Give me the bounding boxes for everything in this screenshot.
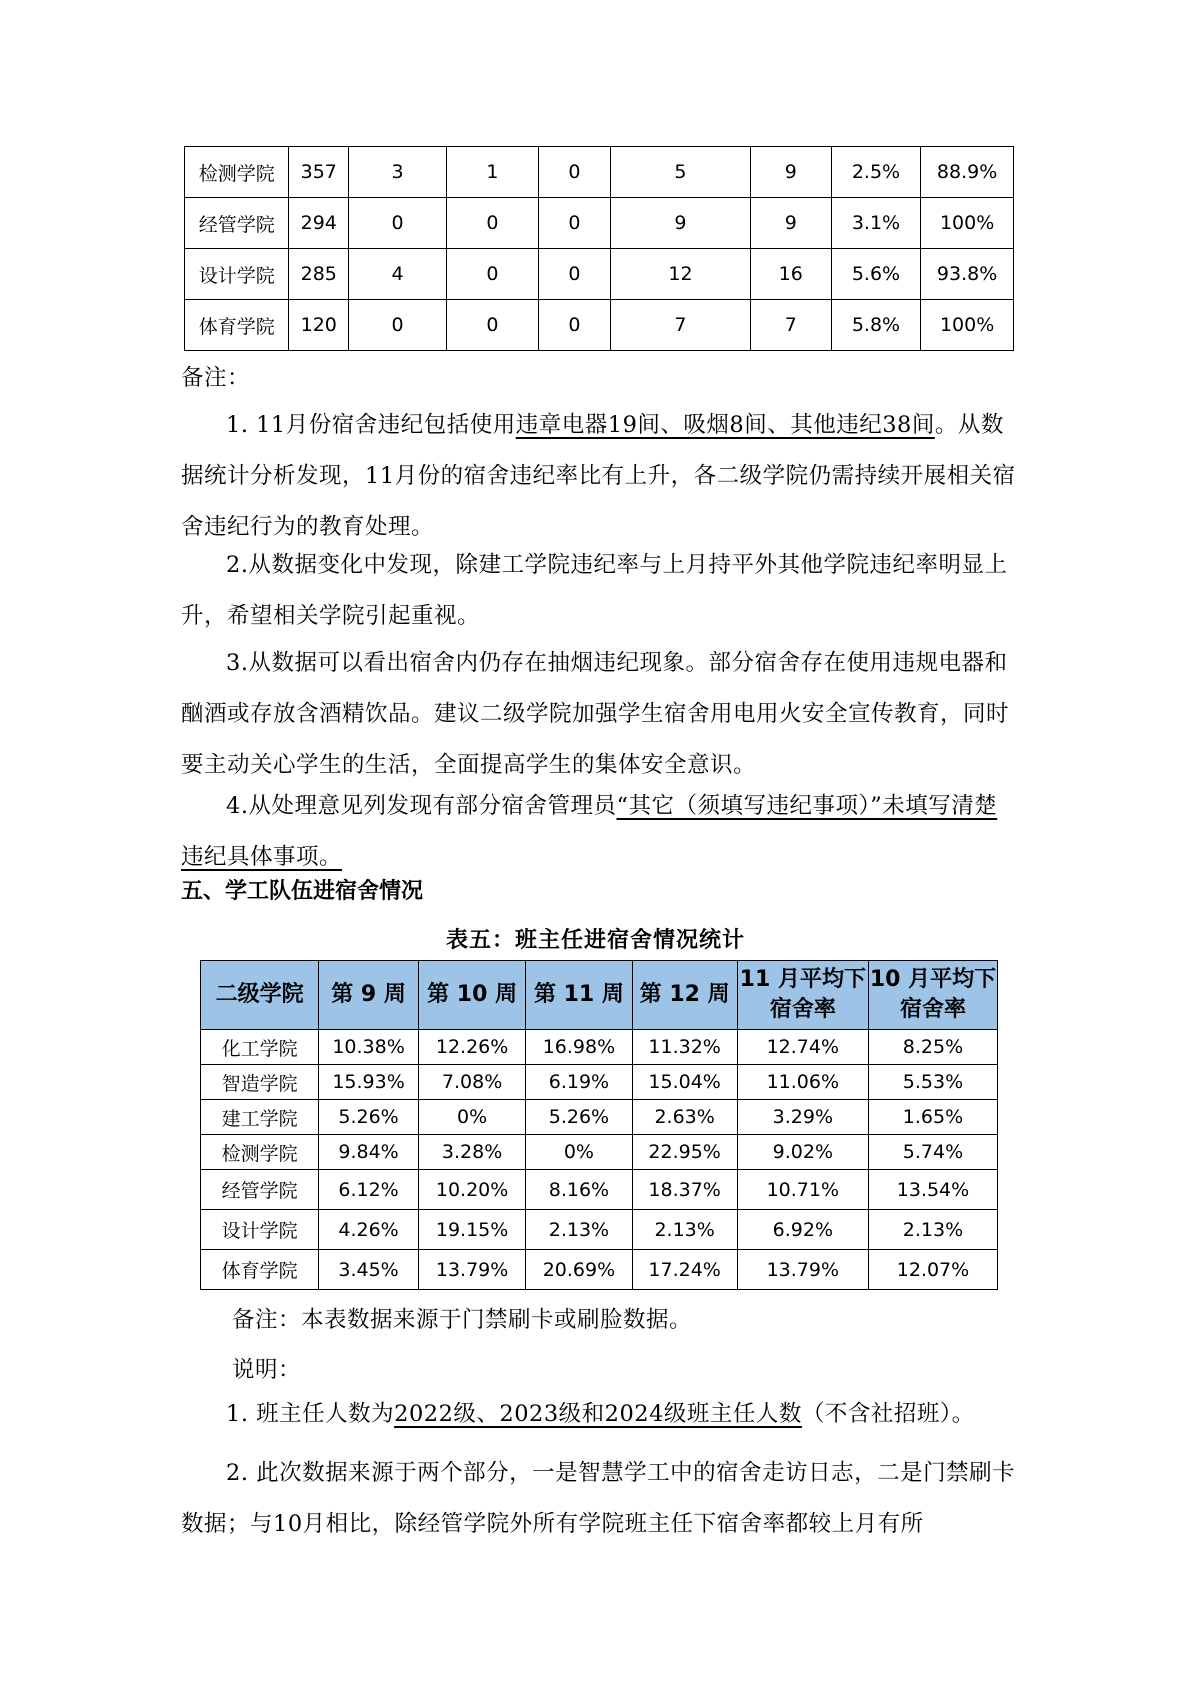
college-cell: 检测学院: [201, 1135, 319, 1170]
note-item-2: 2.从数据变化中发现，除建工学院违纪率与上月持平外其他学院违纪率明显上升，希望相关学院引起重视。: [181, 552, 1008, 629]
table-row: [201, 1210, 998, 1250]
value-cell: 0: [349, 198, 447, 249]
column-header: 第 10 周: [418, 961, 525, 1030]
table-row: [185, 300, 1014, 351]
value-cell: 0%: [526, 1135, 632, 1170]
column-header: 11 月平均下宿舍率: [737, 961, 868, 1030]
value-cell: 8.25%: [868, 1030, 997, 1065]
underlined-text: “其它（须填写违纪事项）”未填写清楚违纪具体事项。: [181, 793, 998, 870]
value-cell: 5.74%: [868, 1135, 997, 1170]
value-cell: 0: [447, 249, 539, 300]
value-cell: 9.84%: [319, 1135, 419, 1170]
value-cell: 5.8%: [831, 300, 921, 351]
value-cell: 15.93%: [319, 1065, 419, 1100]
value-cell: 7.08%: [418, 1065, 525, 1100]
table-row: [201, 1170, 998, 1210]
value-cell: 13.79%: [418, 1250, 525, 1290]
value-cell: 120: [289, 300, 349, 351]
value-cell: 4.26%: [319, 1210, 419, 1250]
value-cell: 2.13%: [868, 1210, 997, 1250]
notes-label: 备注：: [181, 365, 251, 391]
table-row: [185, 198, 1014, 249]
college-cell: 智造学院: [201, 1065, 319, 1100]
value-cell: 0%: [418, 1100, 525, 1135]
value-cell: 22.95%: [632, 1135, 737, 1170]
value-cell: 5.26%: [526, 1100, 632, 1135]
value-cell: 294: [289, 198, 349, 249]
value-cell: 11.06%: [737, 1065, 868, 1100]
table-row: [185, 147, 1014, 198]
value-cell: 18.37%: [632, 1170, 737, 1210]
value-cell: 0: [538, 147, 610, 198]
value-cell: 15.04%: [632, 1065, 737, 1100]
column-header: 第 9 周: [319, 961, 419, 1030]
value-cell: 0: [538, 249, 610, 300]
value-cell: 3: [349, 147, 447, 198]
value-cell: 5.53%: [868, 1065, 997, 1100]
value-cell: 88.9%: [921, 147, 1014, 198]
value-cell: 6.19%: [526, 1065, 632, 1100]
value-cell: 7: [611, 300, 751, 351]
underlined-text: 违章电器19间、吸烟8间、其他违纪38间: [515, 412, 935, 438]
underlined-text: 2022级、2023级和2024级班主任人数: [394, 1401, 802, 1427]
value-cell: 16: [750, 249, 831, 300]
college-cell: 经管学院: [185, 198, 289, 249]
value-cell: 9: [611, 198, 751, 249]
value-cell: 0: [538, 198, 610, 249]
dorm-violation-table: [184, 146, 1014, 351]
value-cell: 13.54%: [868, 1170, 997, 1210]
value-cell: 8.16%: [526, 1170, 632, 1210]
value-cell: 3.29%: [737, 1100, 868, 1135]
value-cell: 100%: [921, 198, 1014, 249]
value-cell: 12: [611, 249, 751, 300]
note-item-3: 3.从数据可以看出宿舍内仍存在抽烟违纪现象。部分宿舍存在使用违规电器和酗酒或存放含酒精饮品。建议二级学院加强学生宿舍用电用火安全宣传教育，同时要主动关心学生的生活，全面提高学生的集体安全意识。: [181, 650, 1010, 778]
college-cell: 设计学院: [201, 1210, 319, 1250]
value-cell: 12.26%: [418, 1030, 525, 1065]
value-cell: 4: [349, 249, 447, 300]
table-row: [201, 1065, 998, 1100]
value-cell: 2.13%: [632, 1210, 737, 1250]
value-cell: 5: [611, 147, 751, 198]
value-cell: 7: [750, 300, 831, 351]
value-cell: 100%: [921, 300, 1014, 351]
value-cell: 12.07%: [868, 1250, 997, 1290]
section-heading: 五、学工队伍进宿舍情况: [181, 879, 424, 904]
value-cell: 0: [447, 198, 539, 249]
value-cell: 3.45%: [319, 1250, 419, 1290]
value-cell: 10.38%: [319, 1030, 419, 1065]
value-cell: 9: [750, 147, 831, 198]
table-row: [201, 1135, 998, 1170]
value-cell: 0: [447, 300, 539, 351]
college-cell: 体育学院: [201, 1250, 319, 1290]
column-header: 10 月平均下宿舍率: [868, 961, 997, 1030]
class-teacher-dorm-visit-table: [200, 960, 998, 1290]
value-cell: 16.98%: [526, 1030, 632, 1065]
value-cell: 5.26%: [319, 1100, 419, 1135]
note-item-1: 1. 11月份宿舍违纪包括使用违章电器19间、吸烟8间、其他违纪38间。从数据统计分析发现，11月份的宿舍违纪率比有上升，各二级学院仍需持续开展相关宿舍违纪行为的教育处理。: [181, 412, 1016, 540]
column-header: 二级学院: [201, 961, 319, 1030]
table-note: 备注：本表数据来源于门禁刷卡或刷脸数据。: [232, 1307, 693, 1333]
value-cell: 2.13%: [526, 1210, 632, 1250]
college-cell: 经管学院: [201, 1170, 319, 1210]
table-caption: 表五：班主任进宿舍情况统计: [445, 928, 745, 953]
table-row: [201, 1100, 998, 1135]
header-row: [201, 961, 998, 1030]
value-cell: 10.20%: [418, 1170, 525, 1210]
value-cell: 0: [349, 300, 447, 351]
explain-item-2: 2. 此次数据来源于两个部分，一是智慧学工中的宿舍走访日志，二是门禁刷卡数据；与10月相比，除经管学院外所有学院班主任下宿舍率都较上月有所: [181, 1460, 1016, 1537]
value-cell: 9.02%: [737, 1135, 868, 1170]
value-cell: 19.15%: [418, 1210, 525, 1250]
table-row: [201, 1030, 998, 1065]
explain-item-1: 1. 班主任人数为2022级、2023级和2024级班主任人数（不含社招班）。: [226, 1401, 975, 1427]
value-cell: 1: [447, 147, 539, 198]
value-cell: 2.63%: [632, 1100, 737, 1135]
college-cell: 设计学院: [185, 249, 289, 300]
value-cell: 357: [289, 147, 349, 198]
table-row: [185, 249, 1014, 300]
value-cell: 285: [289, 249, 349, 300]
explain-label: 说明：: [232, 1357, 302, 1383]
value-cell: 1.65%: [868, 1100, 997, 1135]
table-row: [201, 1250, 998, 1290]
college-cell: 建工学院: [201, 1100, 319, 1135]
college-cell: 体育学院: [185, 300, 289, 351]
value-cell: 2.5%: [831, 147, 921, 198]
value-cell: 17.24%: [632, 1250, 737, 1290]
value-cell: 10.71%: [737, 1170, 868, 1210]
college-cell: 化工学院: [201, 1030, 319, 1065]
column-header: 第 11 周: [526, 961, 632, 1030]
value-cell: 93.8%: [921, 249, 1014, 300]
value-cell: 20.69%: [526, 1250, 632, 1290]
note-item-4: 4.从处理意见列发现有部分宿舍管理员“其它（须填写违纪事项）”未填写清楚违纪具体事项。: [181, 793, 998, 870]
value-cell: 6.92%: [737, 1210, 868, 1250]
value-cell: 11.32%: [632, 1030, 737, 1065]
value-cell: 3.1%: [831, 198, 921, 249]
column-header: 第 12 周: [632, 961, 737, 1030]
value-cell: 12.74%: [737, 1030, 868, 1065]
value-cell: 3.28%: [418, 1135, 525, 1170]
value-cell: 6.12%: [319, 1170, 419, 1210]
value-cell: 0: [538, 300, 610, 351]
value-cell: 9: [750, 198, 831, 249]
college-cell: 检测学院: [185, 147, 289, 198]
value-cell: 5.6%: [831, 249, 921, 300]
value-cell: 13.79%: [737, 1250, 868, 1290]
